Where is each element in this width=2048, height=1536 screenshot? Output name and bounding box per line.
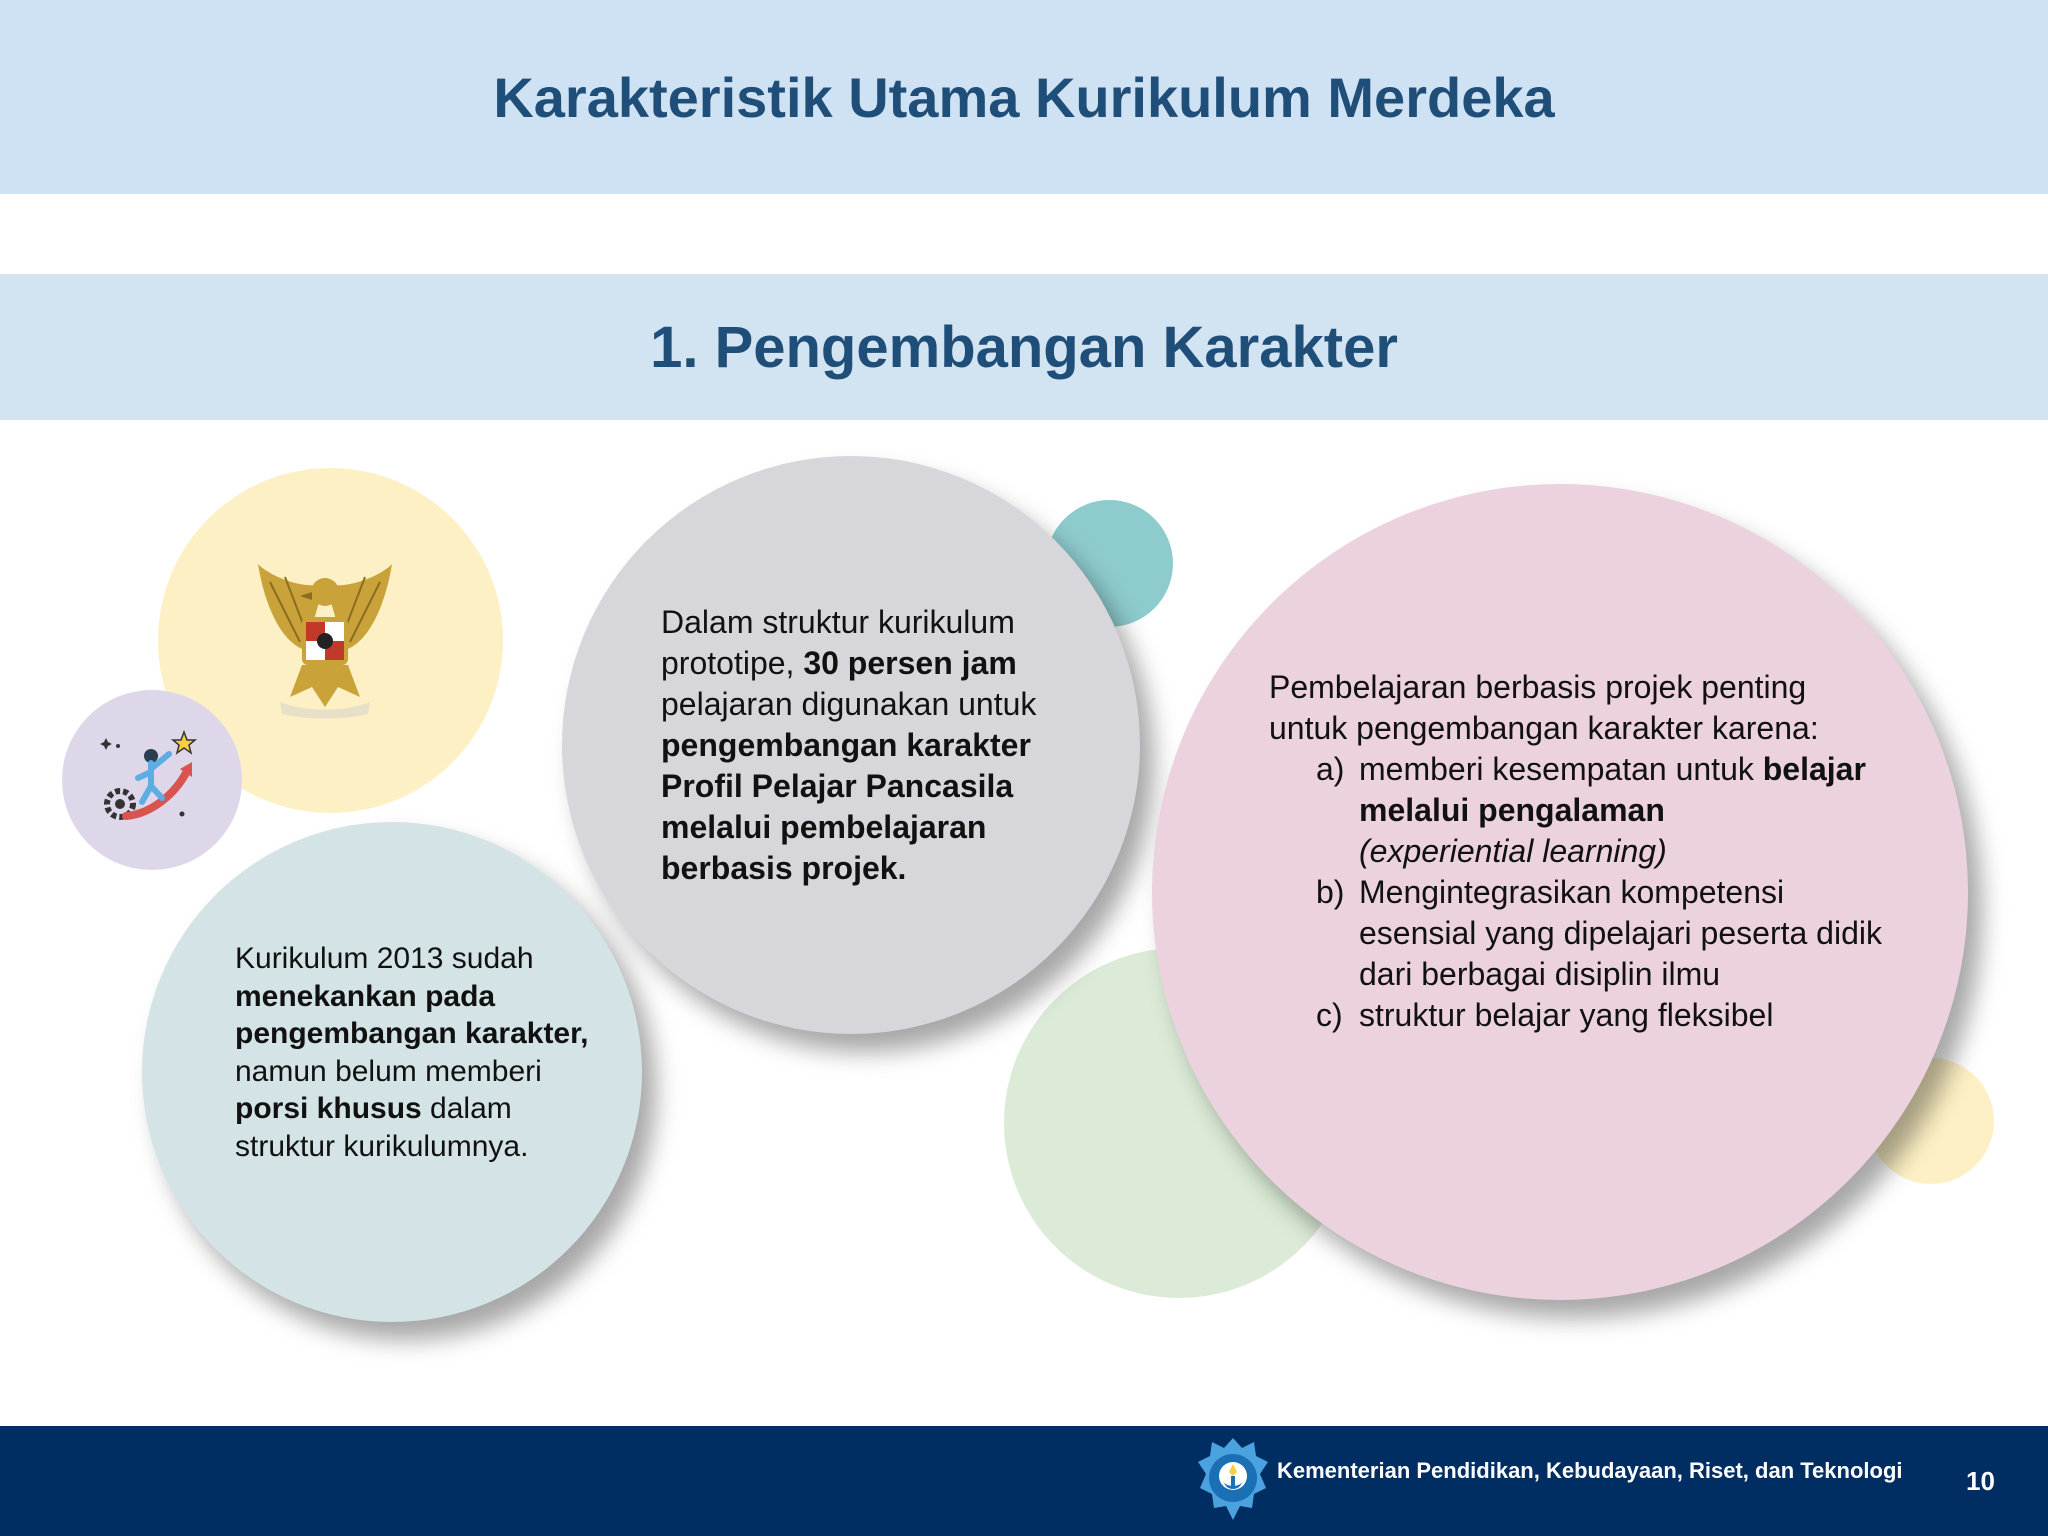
- pembelajaran-projek-intro: Pembelajaran berbasis projek penting untuk pengembangan karakter karena:: [1269, 669, 1819, 746]
- pembelajaran-projek-text: [1269, 667, 1889, 1036]
- kurikulum-2013-text: Kurikulum 2013 sudah menekankan pada pengembangan karakter, namun belum memberi porsi khusus dalam struktur kurikulumnya.: [235, 942, 589, 1163]
- ministry-name: Kementerian Pendidikan, Kebudayaan, Riset, dan Teknologi: [1277, 1458, 1903, 1483]
- list-item: c) struktur belajar yang fleksibel: [1316, 997, 1774, 1033]
- page-number: 10: [1966, 1466, 1995, 1496]
- section-title: 1. Pengembangan Karakter: [0, 274, 2048, 420]
- list-item: a) memberi kesempatan untuk belajar melalui pengalaman (experiential learning): [1316, 751, 1866, 869]
- garuda-pancasila-emblem-icon: [250, 562, 400, 722]
- struktur-prototipe-text: Dalam struktur kurikulum prototipe, 30 persen jam pelajaran digunakan untuk pengembangan karakter Profil Pelajar Pancasila melalui pembelajaran berbasis projek.: [661, 604, 1037, 886]
- growth-climber-icon: [96, 724, 206, 834]
- tut-wuri-handayani-logo-icon: [1198, 1436, 1268, 1526]
- alasan-list: [1269, 749, 1889, 1036]
- page-title: Karakteristik Utama Kurikulum Merdeka: [0, 0, 2048, 194]
- list-item: b) Mengintegrasikan kompetensi esensial yang dipelajari peserta didik dari berbagai disiplin ilmu: [1316, 874, 1882, 992]
